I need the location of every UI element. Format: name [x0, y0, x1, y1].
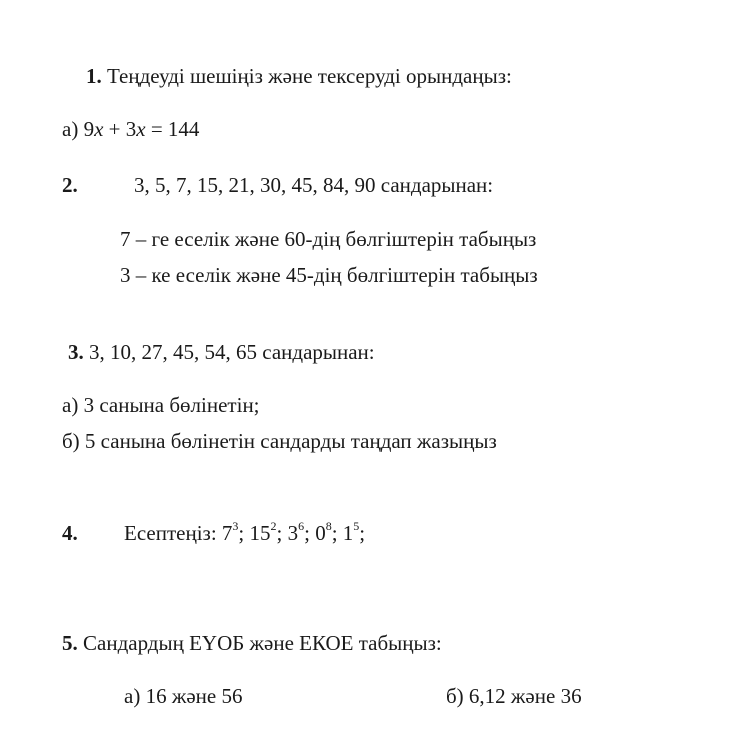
- task-2-line-1: 7 – ге еселік және 60-дің бөлгіштерін табыңыз: [120, 227, 537, 251]
- task-3-heading: 3, 10, 27, 45, 54, 65 сандарынан:: [89, 340, 375, 364]
- power-item: [315, 521, 337, 545]
- task-1-part-a: [62, 116, 199, 142]
- task-1-heading-line: [86, 63, 512, 89]
- power-base: 1: [342, 521, 354, 545]
- power-base: 7: [221, 521, 233, 545]
- power-exponent: 2: [270, 519, 277, 533]
- power-item: [288, 521, 310, 545]
- power-item: [343, 521, 365, 545]
- task-1-number: 1.: [86, 64, 102, 88]
- task-4-number-holder: [62, 520, 78, 546]
- task-4-label: Есептеңіз:: [124, 521, 217, 545]
- equation-var-1: x: [94, 117, 104, 141]
- power-separator: ;: [238, 521, 245, 545]
- power-item: [250, 521, 283, 545]
- power-separator: ;: [359, 521, 366, 545]
- task-2-number: 2.: [62, 173, 78, 197]
- task-5-heading: Сандардың ЕҮОБ және ЕКОЕ табыңыз:: [83, 631, 442, 655]
- equation-term-2: + 3: [103, 117, 137, 141]
- task-3-part-b: б) 5 санына бөлінетін сандарды таңдап жазыңыз: [62, 429, 497, 453]
- power-exponent: 8: [325, 519, 332, 533]
- task-4-expression: [124, 520, 365, 546]
- equation-result: = 144: [145, 117, 200, 141]
- task-5-number: 5.: [62, 631, 78, 655]
- task-3-part-a: а) 3 санына бөлінетін;: [62, 393, 260, 417]
- power-separator: ;: [304, 521, 310, 545]
- power-base: 15: [249, 521, 271, 545]
- equation-var-2: x: [136, 117, 146, 141]
- power-exponent: 5: [353, 519, 360, 533]
- task-5-part-a: а) 16 және 56: [124, 684, 243, 708]
- task-3-heading-line: [68, 339, 375, 365]
- task-4-number: 4.: [62, 521, 78, 545]
- task-2-heading: 3, 5, 7, 15, 21, 30, 45, 84, 90 сандарынан:: [134, 173, 494, 197]
- task-5-part-b: б) 6,12 және 36: [446, 684, 582, 708]
- power-exponent: 3: [232, 519, 239, 533]
- power-exponent: 6: [298, 519, 305, 533]
- equation-coef-1: 9: [83, 117, 95, 141]
- task-1-equation: [84, 117, 200, 141]
- task-2-line-2: 3 – ке еселік және 45-дің бөлгіштерін табыңыз: [120, 263, 538, 287]
- power-base: 3: [287, 521, 299, 545]
- task-1-heading: Теңдеуді шешіңіз және тексеруді орындаңыз:: [107, 64, 512, 88]
- task-3-number: 3.: [68, 340, 84, 364]
- task-2-number-holder: [62, 172, 78, 198]
- power-separator: ;: [276, 521, 283, 545]
- task-5-heading-line: [62, 630, 442, 656]
- task-1-part-a-label: а): [62, 117, 79, 141]
- power-base: 0: [315, 521, 326, 545]
- power-item: [222, 521, 244, 545]
- power-separator: ;: [331, 521, 338, 545]
